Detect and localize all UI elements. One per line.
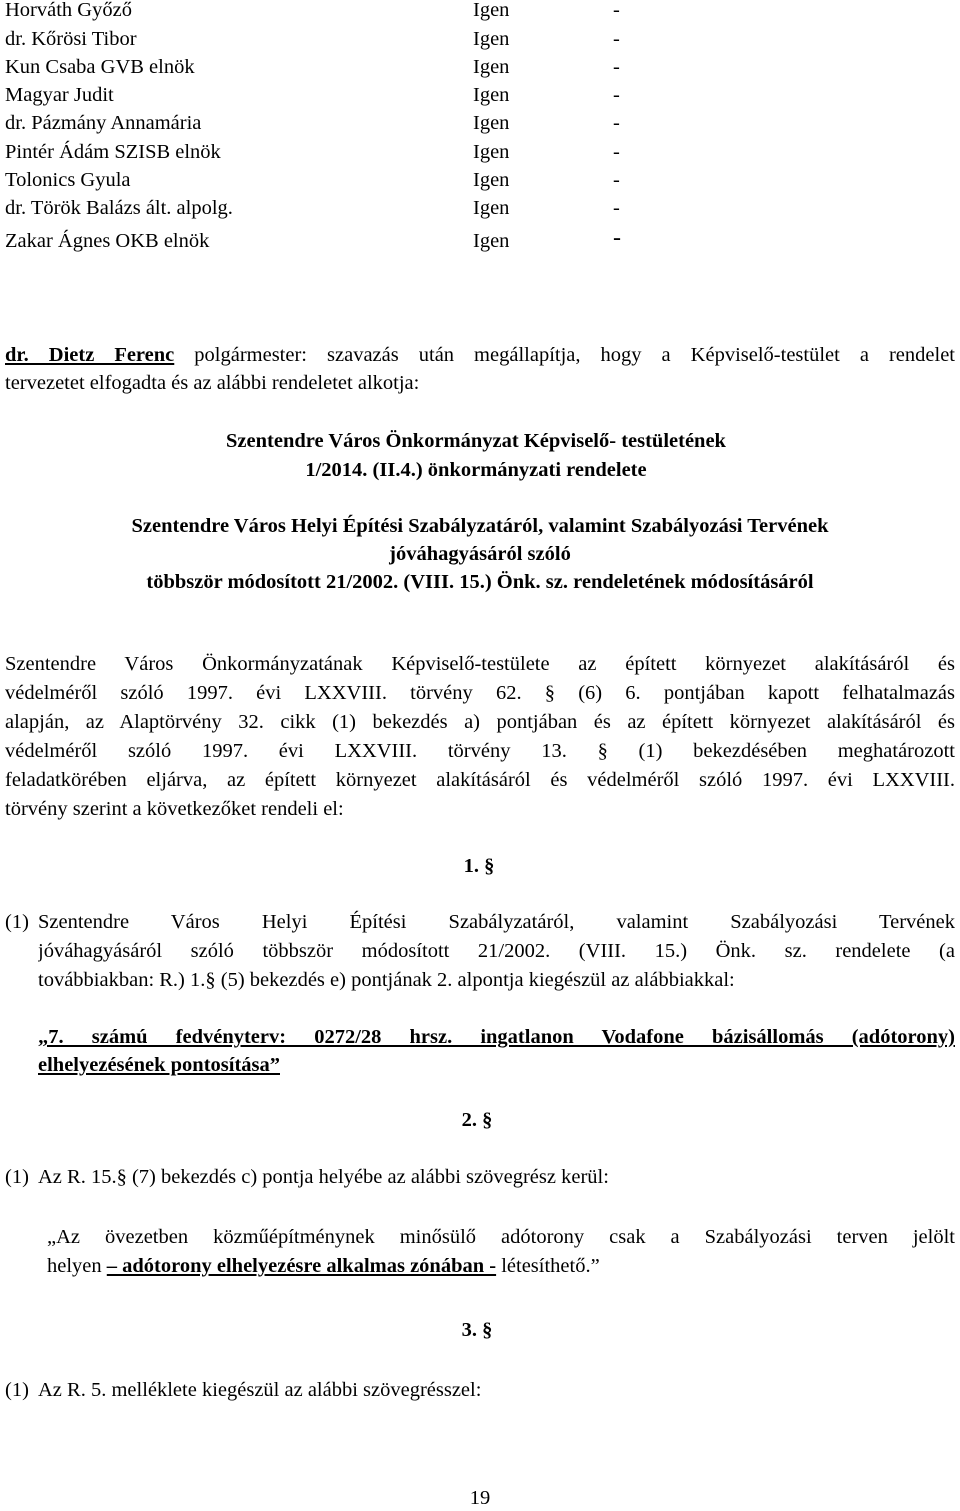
- section-title: 2. §: [461, 1109, 493, 1131]
- decree-subject: többször módosított 21/2002. (VIII. 15.) Önk. sz. rendeletének módosításáról: [146, 571, 814, 593]
- preamble-line: védelméről szóló 1997. évi LXXVIII. törvény 13. § (1) bekezdésében meghatározott: [5, 740, 955, 762]
- inserted-text: „7. számú fedvényterv: 0272/28 hrsz. ingatlanon Vodafone bázisállomás (adótorony): [38, 1026, 955, 1048]
- vote-value: Igen: [473, 0, 510, 21]
- quoted-text-part: létesíthető.”: [496, 1255, 600, 1277]
- preamble-line: alapján, az Alaptörvény 32. cikk (1) bekezdés a) pontjában és az épített környezet alakításáról és: [5, 711, 955, 733]
- decree-subject: jóváhagyásáról szóló: [389, 543, 571, 565]
- inserted-text: elhelyezésének pontosítása”: [38, 1054, 280, 1076]
- paragraph-number: (1): [5, 911, 29, 933]
- voter-name: Kun Csaba GVB elnök: [5, 56, 195, 78]
- vote-value: Igen: [473, 230, 510, 252]
- voter-name: Pintér Ádám SZISB elnök: [5, 141, 221, 163]
- preamble-line: feladatkörében eljárva, az épített környezet alakításáról és védelméről szóló 1997. évi LXXVIII.: [5, 769, 955, 791]
- vote-mark: -: [613, 225, 621, 251]
- voter-name: Zakar Ágnes OKB elnök: [5, 230, 210, 252]
- section1-line: Szentendre Város Helyi Építési Szabályzatáról, valamint Szabályozási Tervének: [38, 911, 955, 933]
- section-title: 1. §: [463, 855, 495, 877]
- voter-name: dr. Kőrösi Tibor: [5, 28, 137, 50]
- mayor-statement-text: polgármester: szavazás után megállapítja, hogy a Képviselő-testület a rendelet: [174, 344, 955, 366]
- mayor-statement-line: tervezetet elfogadta és az alábbi rendeletet alkotja:: [5, 372, 420, 394]
- voter-name: dr. Pázmány Annamária: [5, 112, 202, 134]
- voter-name: Horváth Győző: [5, 0, 132, 21]
- vote-mark: -: [613, 28, 620, 50]
- section2-text: Az R. 15.§ (7) bekezdés c) pontja helyébe az alábbi szövegrész kerül:: [38, 1166, 609, 1188]
- vote-value: Igen: [473, 84, 510, 106]
- section1-line: továbbiakban: R.) 1.§ (5) bekezdés e) pontjának 2. alpontja kiegészül az alábbiakkal:: [38, 969, 735, 991]
- paragraph-number: (1): [5, 1166, 29, 1188]
- vote-value: Igen: [473, 141, 510, 163]
- decree-heading: Szentendre Város Önkormányzat Képviselő- testületének: [226, 430, 726, 452]
- voter-name: dr. Török Balázs ált. alpolg.: [5, 197, 233, 219]
- vote-mark: -: [613, 112, 620, 134]
- vote-value: Igen: [473, 169, 510, 191]
- section-title: 3. §: [461, 1319, 493, 1341]
- voter-name: Tolonics Gyula: [5, 169, 131, 191]
- vote-mark: -: [613, 0, 620, 21]
- preamble-line: Szentendre Város Önkormányzatának Képviselő-testülete az épített környezet alakításáról és: [5, 653, 955, 675]
- vote-value: Igen: [473, 56, 510, 78]
- quoted-text-part: helyen: [47, 1255, 107, 1277]
- vote-value: Igen: [473, 28, 510, 50]
- quoted-text-emphasis: – adótorony elhelyezésre alkalmas zónában -: [106, 1255, 497, 1277]
- vote-mark: -: [613, 141, 620, 163]
- mayor-name: dr. Dietz Ferenc: [5, 344, 175, 366]
- quoted-text-line: [47, 1254, 600, 1278]
- vote-mark: -: [613, 56, 620, 78]
- page-number: 19: [469, 1487, 491, 1509]
- section1-line: jóváhagyásáról szóló többször módosított 21/2002. (VIII. 15.) Önk. sz. rendelete (a: [38, 940, 955, 962]
- section3-text: Az R. 5. melléklete kiegészül az alábbi szövegrésszel:: [38, 1379, 482, 1401]
- decree-number: 1/2014. (II.4.) önkormányzati rendelete: [305, 459, 647, 481]
- quoted-text: „Az övezetben közműépítménynek minősülő adótorony csak a Szabályozási terven jelölt: [47, 1226, 955, 1248]
- mayor-statement-line: [5, 343, 955, 367]
- decree-subject: Szentendre Város Helyi Építési Szabályzatáról, valamint Szabályozási Tervének: [131, 515, 829, 537]
- paragraph-number: (1): [5, 1379, 29, 1401]
- vote-mark: -: [613, 169, 620, 191]
- voter-name: Magyar Judit: [5, 84, 114, 106]
- vote-value: Igen: [473, 112, 510, 134]
- vote-value: Igen: [473, 197, 510, 219]
- preamble-line: védelméről szóló 1997. évi LXXVIII. törvény 62. § (6) 6. pontjában kapott felhatalmazás: [5, 682, 955, 704]
- vote-mark: -: [613, 84, 620, 106]
- vote-mark: -: [613, 197, 620, 219]
- preamble-line: törvény szerint a következőket rendeli el:: [5, 798, 344, 820]
